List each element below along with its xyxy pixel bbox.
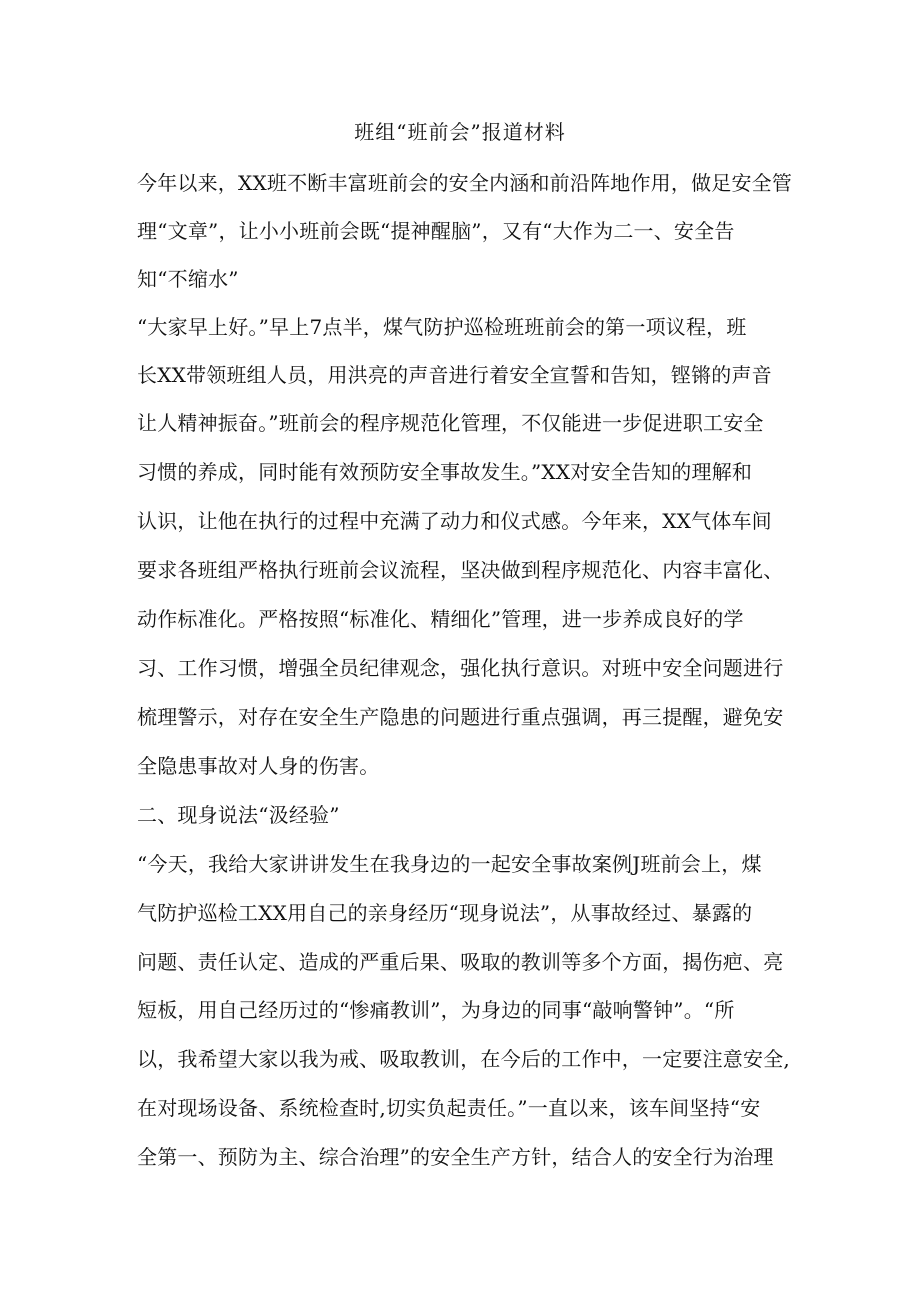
paragraph-line: 习、工作习惯，增强全员纪律观念，强化执行意识。对班中安全问题进行 xyxy=(137,656,784,680)
paragraph-line: 知“不缩水” xyxy=(137,267,239,291)
document-title: 班组“班前会”报道材料 xyxy=(354,120,566,144)
paragraph-line: 动作标准化。严格按照“标准化、精细化”管理，进一步养成良好的学 xyxy=(137,607,744,631)
paragraph-line: 习惯的养成，同时能有效预防安全事故发生。”XX对安全告知的理解和 xyxy=(137,460,753,484)
paragraph-line: 要求各班组严格执行班前会议流程，坚决做到程序规范化、内容丰富化、 xyxy=(137,558,784,582)
paragraph-line: “今天，我给大家讲讲发生在我身边的一起安全事故案例J班前会上，煤 xyxy=(137,852,762,876)
section-heading: 二、现身说法“汲经验” xyxy=(137,803,340,827)
paragraph-line: “大家早上好。”早上7点半，煤气防护巡检班班前会的第一项议程，班 xyxy=(137,315,747,339)
paragraph-line: 以，我希望大家以我为戒、吸取教训，在今后的工作中，一定要注意安全, xyxy=(137,1047,790,1071)
paragraph-line: 长XX带领班组人员，用洪亮的声音进行着安全宣誓和告知，铿锵的声音 xyxy=(137,363,772,387)
paragraph-line: 认识，让他在执行的过程中充满了动力和仪式感。今年来，XX气体车间 xyxy=(137,509,772,533)
paragraph-line: 全第一、预防为主、综合治理”的安全生产方针，结合人的安全行为治理 xyxy=(137,1145,774,1169)
paragraph-line: 气防护巡检工XX用自己的亲身经历“现身说法”，从事故经过、暴露的 xyxy=(137,901,753,925)
paragraph-line: 理“文章”，让小小班前会既“提神醒脑”，又有“大作为二一、安全告 xyxy=(137,219,735,243)
paragraph-line: 今年以来，XX班不断丰富班前会的安全内涵和前沿阵地作用，做足安全管 xyxy=(137,171,793,195)
paragraph-line: 全隐患事故对人身的伤害。 xyxy=(137,754,380,778)
paragraph-line: 梳理警示，对存在安全生产隐患的问题进行重点强调，再三提醒，避免安 xyxy=(137,705,784,729)
paragraph-line: 短板，用自己经历过的“惨痛教训”，为身边的同事“敲响警钟”。“所 xyxy=(137,998,735,1022)
paragraph-line: 在对现场设备、系统检查时,切实负起责任。”一直以来，该车间坚持“安 xyxy=(137,1096,761,1120)
paragraph-line: 问题、责任认定、造成的严重后果、吸取的教训等多个方面，揭伤疤、亮 xyxy=(137,950,784,974)
paragraph-line: 让人精神振奋。”班前会的程序规范化管理，不仅能进一步促进职工安全 xyxy=(137,411,764,435)
